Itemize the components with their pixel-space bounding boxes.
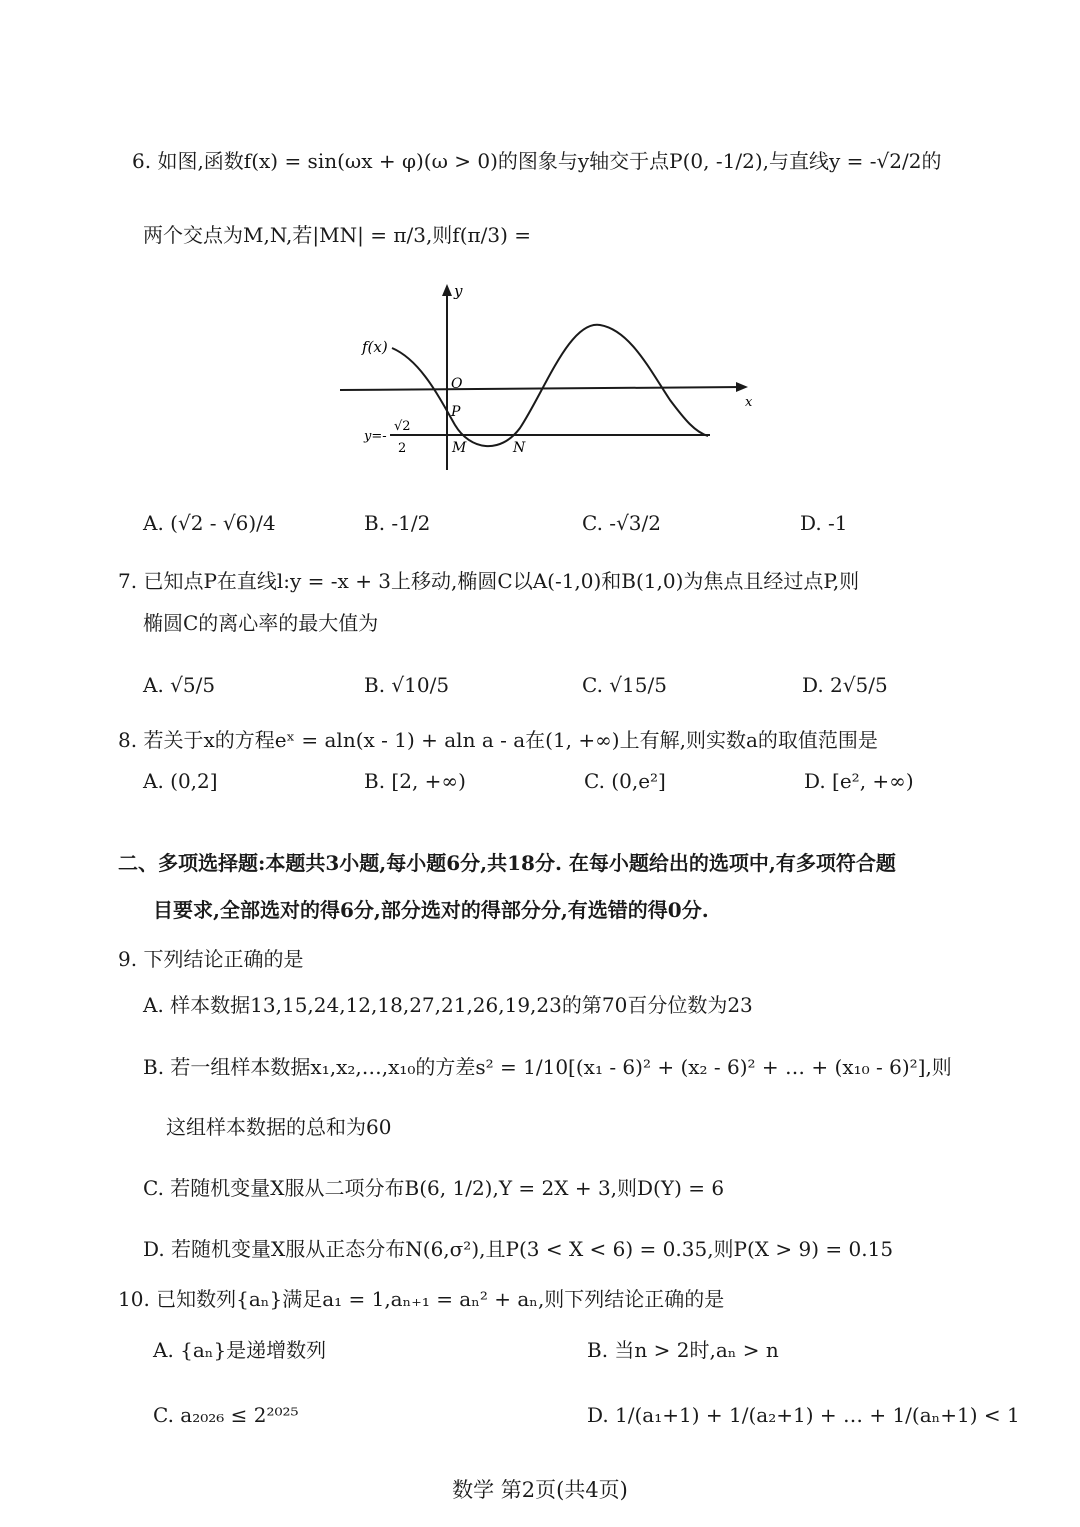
q7-option-a: A. √5/5 (143, 673, 216, 697)
origin-label: O (451, 376, 463, 392)
q9-option-c: C. 若随机变量X服从二项分布B(6, 1/2),Y = 2X + 3,则D(Y) = 6 (143, 1176, 725, 1200)
x-axis-arrow-icon (736, 382, 748, 392)
q7-option-c: C. √15/5 (582, 673, 667, 697)
page-footer: 数学 第2页(共4页) (452, 1478, 628, 1502)
line-label-num: √2 (394, 419, 411, 434)
point-n-label: N (513, 440, 526, 456)
q8-option-b: B. [2, +∞) (364, 769, 466, 793)
f-label: f(x) (362, 338, 388, 356)
q6-line2: 两个交点为M,N,若|MN| = π/3,则f(π/3) = (143, 223, 532, 247)
q6-option-c: C. -√3/2 (582, 511, 661, 535)
q6-function-graph (330, 280, 760, 480)
point-p-label: P (451, 404, 461, 420)
q7-option-d: D. 2√5/5 (802, 673, 888, 697)
q9-title: 9. 下列结论正确的是 (118, 947, 304, 971)
q8-line1: 8. 若关于x的方程eˣ = aln(x - 1) + aln a - a在(1, +∞)上有解,则实数a的取值范围是 (118, 728, 878, 752)
q8-option-d: D. [e², +∞) (804, 769, 914, 793)
q9-option-b-line2: 这组样本数据的总和为60 (166, 1115, 392, 1139)
section2-line1: 二、多项选择题:本题共3小题,每小题6分,共18分. 在每小题给出的选项中,有多项符合题 (118, 851, 896, 875)
q6-line1: 6. 如图,函数f(x) = sin(ωx + φ)(ω > 0)的图象与y轴交于点P(0, -1/2),与直线y = -√2/2的 (132, 149, 942, 173)
y-axis-arrow-icon (442, 284, 452, 296)
q9-option-a: A. 样本数据13,15,24,12,18,27,21,26,19,23的第70百分位数为23 (143, 993, 753, 1017)
line-label-prefix: y=- (364, 429, 387, 444)
q8-option-c: C. (0,e²] (584, 769, 666, 793)
q10-option-a: A. {aₙ}是递增数列 (153, 1338, 327, 1362)
sine-curve (392, 325, 708, 446)
point-m-label: M (452, 440, 467, 456)
q7-line1: 7. 已知点P在直线l:y = -x + 3上移动,椭圆C以A(-1,0)和B(1,0)为焦点且经过点P,则 (118, 569, 860, 593)
section2-line2: 目要求,全部选对的得6分,部分选对的得部分分,有选错的得0分. (153, 898, 709, 922)
q7-option-b: B. √10/5 (364, 673, 450, 697)
q6-option-a: A. (√2 - √6)/4 (143, 511, 276, 535)
q10-option-c: C. a₂₀₂₆ ≤ 2²⁰²⁵ (153, 1403, 299, 1427)
q10-option-b: B. 当n > 2时,aₙ > n (587, 1338, 779, 1362)
q6-option-d: D. -1 (800, 511, 848, 535)
q9-option-b-line1: B. 若一组样本数据x₁,x₂,…,x₁₀的方差s² = 1/10[(x₁ - 6)² + (x₂ - 6)² + … + (x₁₀ - 6)²],则 (143, 1055, 952, 1079)
line-label-den: 2 (398, 441, 407, 456)
y-axis-label: y (454, 282, 463, 300)
q7-line2: 椭圆C的离心率的最大值为 (143, 611, 379, 635)
q9-option-d: D. 若随机变量X服从正态分布N(6,σ²),且P(3 < X < 6) = 0.35,则P(X > 9) = 0.15 (143, 1237, 894, 1261)
q6-option-b: B. -1/2 (364, 511, 431, 535)
q8-option-a: A. (0,2] (143, 769, 218, 793)
q10-option-d: D. 1/(a₁+1) + 1/(a₂+1) + … + 1/(aₙ+1) < 1 (587, 1403, 1020, 1427)
q10-title: 10. 已知数列{aₙ}满足a₁ = 1,aₙ₊₁ = aₙ² + aₙ,则下列结论正确的是 (118, 1287, 725, 1311)
x-axis-label: x (745, 395, 753, 410)
